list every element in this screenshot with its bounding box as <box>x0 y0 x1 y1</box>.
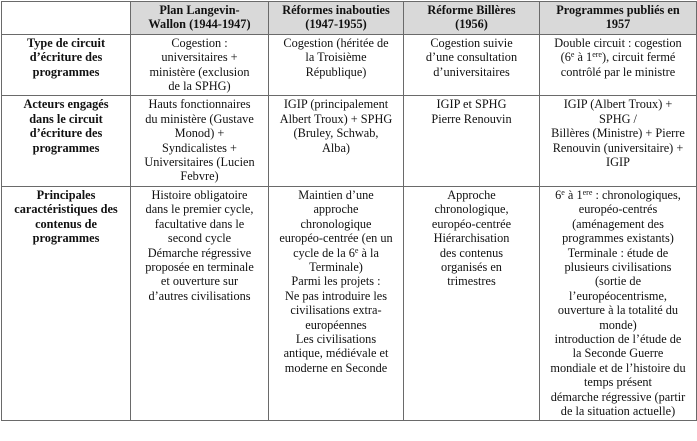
cell-line: approche <box>313 202 359 217</box>
row-header-caracteristiques <box>2 186 131 421</box>
header-line: (1947-1955) <box>305 17 367 32</box>
cell-line: Les civilisations <box>295 331 377 346</box>
cell-line: européo-centrés <box>578 202 658 217</box>
cell-line: et ouverture sur <box>160 274 239 289</box>
cell-line: universitaires + <box>161 50 238 65</box>
cell-line: Maintien d’une <box>298 187 374 202</box>
cell-line: plusieurs civilisations <box>564 259 672 274</box>
cell-line: d’universitaires <box>433 64 510 79</box>
header-line: (1956) <box>455 17 488 32</box>
cell-line: l’européocentrisme, <box>569 288 667 303</box>
cell-line: IGIP <box>606 155 630 170</box>
cell-line: (sortie de <box>594 274 642 289</box>
row-header-line: programmes <box>32 140 100 155</box>
header-line: 1957 <box>605 17 631 32</box>
cell-line: européo-centrée (en un <box>279 231 393 246</box>
cell-line: antique, médiévale et <box>283 346 389 361</box>
comparison-table <box>1 1 697 421</box>
row-header-line: d’écriture des <box>29 50 103 65</box>
cell-caracteristiques-reformes-inabouties <box>269 186 404 421</box>
cell-line: européo-centrée <box>431 216 512 231</box>
cell-line: Hauts fonctionnaires <box>148 97 251 112</box>
cell-line: SPHG / <box>599 111 637 126</box>
cell-line: proposée en terminale <box>145 259 254 274</box>
row-caracteristiques <box>2 186 697 421</box>
cell-line: Terminale) <box>309 259 363 274</box>
cell-line: du ministère (Gustave <box>145 111 254 126</box>
cell-type-circuit-reformes-inabouties <box>269 34 404 96</box>
cell-line: démarche régressive (partir <box>550 389 686 404</box>
cell-line: mondiale et de l’histoire du <box>550 360 686 375</box>
row-header-line: Type de circuit <box>26 35 106 50</box>
cell-line: trimestres <box>447 274 496 289</box>
cell-line: programmes existants) <box>562 231 674 246</box>
header-line: Programmes publiés en <box>556 3 680 17</box>
cell-line: organisés en <box>441 259 502 274</box>
cell-line-with-superscript: (6e à 1ere), circuit fermé <box>560 50 676 65</box>
cell-line: monde) <box>599 317 637 332</box>
column-header-langevin-wallon <box>131 2 269 35</box>
cell-line: Febvre) <box>180 169 219 184</box>
column-header-reforme-billeres <box>404 2 540 35</box>
cell-line: Parmi les projets : <box>291 274 381 289</box>
header-line: Plan Langevin- <box>159 3 240 17</box>
header-line: Réforme Billères <box>427 3 516 17</box>
cell-caracteristiques-reforme-billeres <box>404 186 540 421</box>
cell-line: la Troisième <box>305 50 367 65</box>
cell-line: chronologique, <box>434 202 509 217</box>
row-header-line: Acteurs engagés <box>23 97 109 112</box>
row-header-line: d’écriture des <box>29 126 103 141</box>
cell-line: Billères (Ministre) + Pierre <box>551 126 685 141</box>
cell-line: introduction de l’étude de <box>554 331 682 346</box>
cell-caracteristiques-programmes-1957 <box>540 186 697 421</box>
cell-line: Cogestion : <box>171 35 228 50</box>
row-header-line: programmes <box>32 64 100 79</box>
cell-line: (aménagement des <box>572 216 664 231</box>
row-header-line: programmes <box>32 231 100 246</box>
cell-line-with-superscript: cycle de la 6e à la <box>293 245 379 260</box>
cell-line: de la situation actuelle) <box>560 403 676 418</box>
cell-line: dans le premier cycle, <box>145 202 254 217</box>
cell-caracteristiques-langevin-wallon <box>131 186 269 421</box>
cell-line: Pierre Renouvin <box>431 111 512 126</box>
cell-line: de la SPHG) <box>168 79 231 94</box>
cell-line: Démarche régressive <box>147 245 252 260</box>
cell-line: second cycle <box>167 231 232 246</box>
cell-line: d’autres civilisations <box>148 288 251 303</box>
cell-line: Histoire obligatoire <box>151 187 248 202</box>
header-row <box>2 2 697 35</box>
cell-line: ouverture à la totalité du <box>557 303 679 318</box>
cell-line: civilisations extra- <box>290 303 382 318</box>
cell-type-circuit-langevin-wallon <box>131 34 269 96</box>
cell-line: Cogestion (héritée de <box>283 35 389 50</box>
cell-line-with-superscript: 6e à 1ere : chronologiques, <box>555 187 681 202</box>
row-header-line: dans le circuit <box>29 111 103 126</box>
cell-line: temps présent <box>584 375 652 390</box>
cell-line: Renouvin (universitaire) + <box>552 140 684 155</box>
cell-line: Hiérarchisation <box>433 231 510 246</box>
cell-line: République) <box>305 64 367 79</box>
cell-line: Syndicalistes + <box>162 140 237 155</box>
header-line: Wallon (1944-1947) <box>148 17 251 32</box>
cell-line: IGIP (principalement <box>283 97 389 112</box>
cell-line: (Bruley, Schwab, <box>293 126 379 141</box>
cell-line: européennes <box>305 317 367 332</box>
cell-line: Albert Troux) + SPHG <box>279 111 393 126</box>
cell-line: IGIP (Albert Troux) + <box>563 97 673 112</box>
row-header-line: Principales <box>36 187 96 202</box>
cell-line: Approche <box>447 187 496 202</box>
row-header-line: caractéristiques des <box>14 202 118 217</box>
cell-line: facultative dans le <box>154 216 245 231</box>
cell-line: Alba) <box>322 140 350 155</box>
cell-line: ministère (exclusion <box>149 64 250 79</box>
cell-line: Cogestion suivie <box>430 35 513 50</box>
cell-line: IGIP et SPHG <box>436 97 507 112</box>
cell-line: Monod) + <box>174 126 225 141</box>
cell-line: Double circuit : cogestion <box>554 35 682 50</box>
row-header-line: contenus de <box>35 216 97 231</box>
cell-acteurs-reformes-inabouties <box>269 96 404 186</box>
cell-type-circuit-programmes-1957 <box>540 34 697 96</box>
header-line: Réformes inabouties <box>282 3 390 17</box>
cell-line: d’une consultation <box>425 50 518 65</box>
cell-line: Ne pas introduire les <box>284 288 388 303</box>
corner-cell <box>2 2 131 35</box>
cell-line: Universitaires (Lucien <box>144 155 255 170</box>
cell-type-circuit-reforme-billeres <box>404 34 540 96</box>
cell-line: chronologique <box>300 216 372 231</box>
cell-acteurs-programmes-1957 <box>540 96 697 186</box>
cell-line: la Seconde Guerre <box>572 346 664 361</box>
column-header-programmes-1957 <box>540 2 697 35</box>
column-header-reformes-inabouties <box>269 2 404 35</box>
row-acteurs <box>2 96 697 186</box>
cell-line: moderne en Seconde <box>284 360 388 375</box>
row-type-circuit <box>2 34 697 96</box>
cell-line: des contenus <box>439 245 504 260</box>
row-header-acteurs <box>2 96 131 186</box>
cell-acteurs-langevin-wallon <box>131 96 269 186</box>
cell-line: Terminale : étude de <box>567 245 669 260</box>
cell-acteurs-reforme-billeres <box>404 96 540 186</box>
row-header-type-circuit <box>2 34 131 96</box>
cell-line: contrôlé par le ministre <box>560 64 676 79</box>
